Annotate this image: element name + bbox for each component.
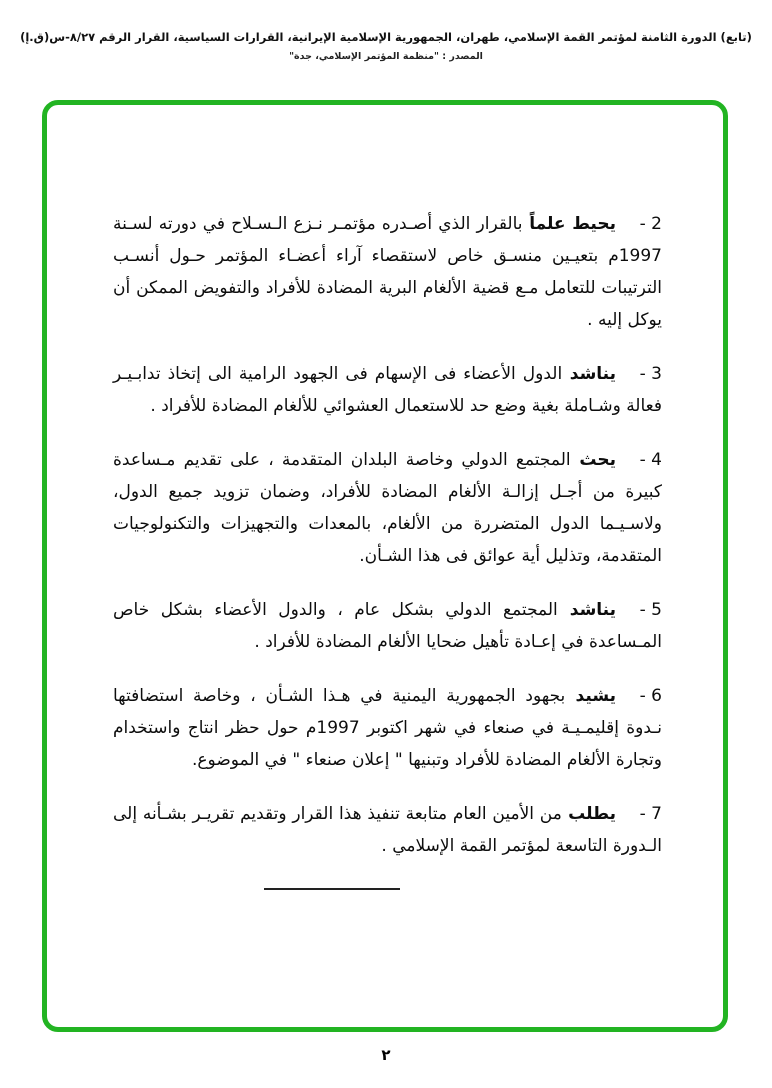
paragraph-text: المجتمع الدولي بشكل عام ، والدول الأعضاء بشكل خاص المـساعدة في إعـادة تأهيل ضحايا الألغام المضادة للأفراد .: [113, 600, 662, 652]
paragraph-number: 3 -: [639, 364, 662, 384]
paragraph-text: الدول الأعضاء فى الإسهام فى الجهود الرامية الى إتخاذ تدابـيـر فعالة وشـاملة بغية وضع حد للاستعمال العشوائي للألغام المضادة للأفراد .: [113, 364, 662, 416]
paragraph-lead-word: يناشد: [562, 364, 616, 384]
paragraph-number: 6 -: [639, 686, 662, 706]
paragraph-text: بجهود الجمهورية اليمنية في هـذا الشـأن ، وخاصة استضافتها نـدوة إقليمـيـة في صنعاء في شهر اكتوبر 1997م حول حظر انتاج واستخدام وتجارة الألغام المضادة للأفراد وتبنيها " إعلان صنعاء " في الموضوع.: [113, 686, 662, 770]
paragraph-lead-word: يناشد: [557, 600, 617, 620]
paragraph-number: 5 -: [639, 600, 662, 620]
paragraph-number: 2 -: [639, 214, 662, 234]
page-header: [20, 30, 752, 62]
paragraph-text: بالقرار الذي أصـدره مؤتمـر نـزع الـسـلاح في دورته لسـنة 1997م بتعيـين منسـق خاص لاستقصاء آراء أعضـاء المؤتمر حـول أنسـب الترتيبات للتعامل مـع قضية الألغام البرية المضادة للأفراد والتفويض الممكن أن يوكل إليه .: [113, 214, 662, 330]
paragraph-number: 4 -: [639, 450, 662, 470]
paragraph-lead-word: يشيد: [565, 686, 616, 706]
resolution-paragraph: [113, 680, 662, 776]
paragraph-text: المجتمع الدولي وخاصة البلدان المتقدمة ، على تقديم مـساعدة كبيرة من أجـل إزالـة الألغام المضادة للأفراد، وضمان تزويد جميع الدول، ولاسـيـما الدول المتضررة من الألغام، بالمعدات والتجهيزات والتكنولوجيات المتقدمة، وتذليل أية عوائق فى هذا الشـأن.: [113, 450, 662, 566]
resolution-paragraph: [113, 444, 662, 572]
resolution-paragraph: [113, 358, 662, 422]
header-line-1: (تابع) الدورة الثامنة لمؤتمر القمة الإسلامي، طهران، الجمهورية الإسلامية الإيرانية، القرارات السياسية، القرار الرقم ٨/٢٧-س(ق.إ): [20, 30, 752, 44]
paragraph-lead-word: يحث: [570, 450, 616, 470]
paragraph-lead-word: يحيط علماً: [522, 214, 617, 234]
resolution-paragraph: [113, 798, 662, 862]
resolution-paragraph: [113, 208, 662, 336]
paragraph-text: من الأمين العام متابعة تنفيذ هذا القرار وتقديم تقريـر بشـأنه إلى الـدورة التاسعة لمؤتمر القمة الإسلامي .: [113, 804, 662, 856]
resolution-paragraph: [113, 594, 662, 658]
page-number: ٢: [381, 1046, 391, 1064]
paragraph-number: 7 -: [639, 804, 662, 824]
header-line-2: المصدر : "منظمة المؤتمر الإسلامي، جدة": [289, 51, 483, 62]
items-container: [113, 208, 662, 890]
paragraph-lead-word: يطلب: [561, 804, 616, 824]
end-divider: [264, 888, 400, 890]
